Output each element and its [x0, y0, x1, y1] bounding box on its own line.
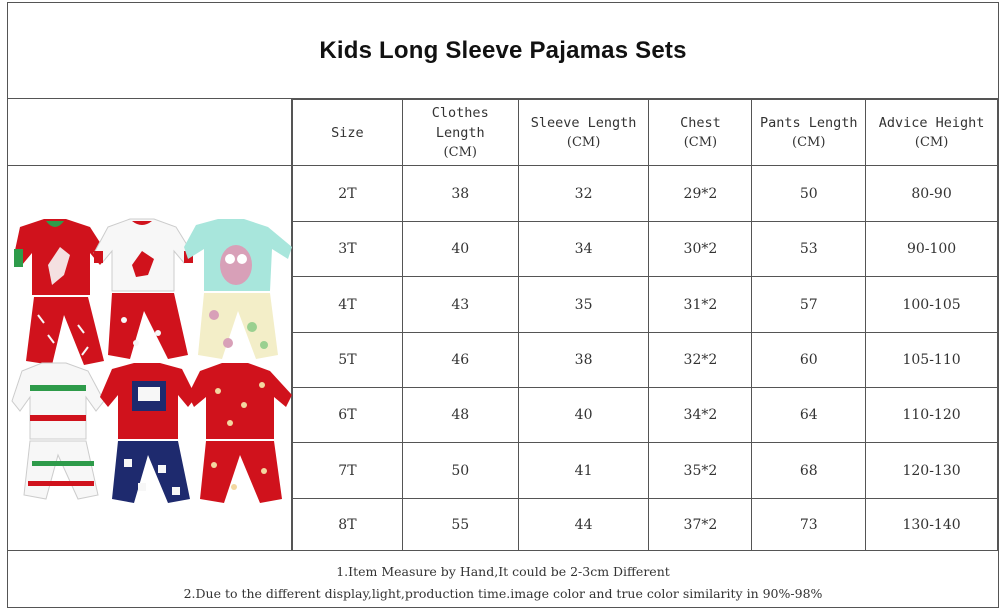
cell-size: 3T	[293, 222, 403, 277]
header-sleeve-length: Sleeve Length (CM)	[518, 100, 649, 166]
pajama-fair-isle	[12, 363, 104, 499]
cell-sleeve-length: 40	[518, 388, 649, 443]
table-row	[293, 388, 998, 443]
cell-chest: 34*2	[649, 388, 752, 443]
cell-chest: 29*2	[649, 166, 752, 222]
table-row	[293, 277, 998, 333]
cell-size: 5T	[293, 333, 403, 388]
cell-clothes-length: 55	[402, 499, 518, 551]
cell-size: 4T	[293, 277, 403, 333]
cell-pants-length: 57	[752, 277, 866, 333]
cell-clothes-length: 48	[402, 388, 518, 443]
header-clothes-length: Clothes Length (CM)	[402, 100, 518, 166]
cell-clothes-length: 38	[402, 166, 518, 222]
table-row	[293, 166, 998, 222]
cell-advice-height: 105-110	[866, 333, 998, 388]
cell-pants-length: 68	[752, 443, 866, 499]
cell-sleeve-length: 41	[518, 443, 649, 499]
header-pants-length: Pants Length (CM)	[752, 100, 866, 166]
page-title: Kids Long Sleeve Pajamas Sets	[319, 36, 687, 64]
notes-section	[8, 550, 998, 607]
table-row	[293, 222, 998, 277]
cell-sleeve-length: 38	[518, 333, 649, 388]
cell-advice-height: 120-130	[866, 443, 998, 499]
cell-pants-length: 60	[752, 333, 866, 388]
cell-chest: 30*2	[649, 222, 752, 277]
cell-size: 6T	[293, 388, 403, 443]
cell-clothes-length: 46	[402, 333, 518, 388]
pajama-red-dinosaur	[14, 219, 108, 365]
cell-sleeve-length: 32	[518, 166, 649, 222]
note-color-similarity: 2.Due to the different display,light,production time.image color and true color similarity in 90%-98%	[183, 586, 823, 601]
header-size: Size	[293, 100, 403, 166]
cell-size: 2T	[293, 166, 403, 222]
cell-sleeve-length: 35	[518, 277, 649, 333]
note-measure-by-hand: 1.Item Measure by Hand,It could be 2-3cm Different	[336, 564, 670, 579]
cell-advice-height: 100-105	[866, 277, 998, 333]
cell-pants-length: 53	[752, 222, 866, 277]
cell-sleeve-length: 34	[518, 222, 649, 277]
cell-advice-height: 80-90	[866, 166, 998, 222]
size-chart-frame	[7, 2, 999, 608]
cell-advice-height: 90-100	[866, 222, 998, 277]
pajama-red-snowflake	[188, 363, 292, 503]
cell-chest: 31*2	[649, 277, 752, 333]
pajama-truck	[100, 363, 196, 503]
pajama-white-reindeer	[94, 219, 193, 359]
cell-sleeve-length: 44	[518, 499, 649, 551]
title-band	[8, 3, 998, 99]
header-advice-height: Advice Height (CM)	[866, 100, 998, 166]
pajama-mint-owl	[184, 219, 292, 359]
cell-chest: 32*2	[649, 333, 752, 388]
cell-size: 8T	[293, 499, 403, 551]
cell-clothes-length: 43	[402, 277, 518, 333]
cell-pants-length: 73	[752, 499, 866, 551]
pajama-sets-photo	[8, 115, 292, 505]
table-header-row	[293, 100, 998, 166]
table-row	[293, 333, 998, 388]
cell-chest: 37*2	[649, 499, 752, 551]
cell-advice-height: 110-120	[866, 388, 998, 443]
cell-clothes-length: 50	[402, 443, 518, 499]
table-row	[293, 499, 998, 551]
header-chest: Chest (CM)	[649, 100, 752, 166]
cell-chest: 35*2	[649, 443, 752, 499]
cell-pants-length: 64	[752, 388, 866, 443]
cell-size: 7T	[293, 443, 403, 499]
cell-pants-length: 50	[752, 166, 866, 222]
cell-advice-height: 130-140	[866, 499, 998, 551]
table-row	[293, 443, 998, 499]
size-table	[292, 99, 998, 551]
cell-clothes-length: 40	[402, 222, 518, 277]
